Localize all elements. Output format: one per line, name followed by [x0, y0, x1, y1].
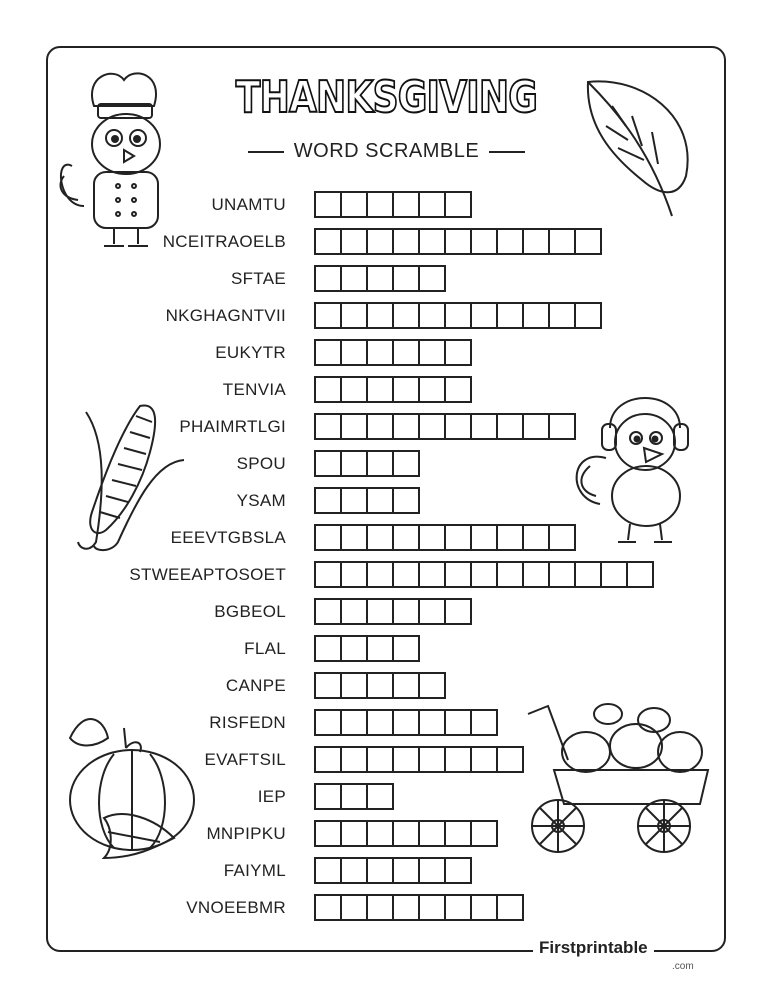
letter-box[interactable] — [342, 378, 368, 401]
scrambled-word: MNPIPKU — [206, 824, 286, 843]
letter-box[interactable] — [446, 822, 472, 845]
letter-box[interactable] — [420, 341, 446, 364]
letter-box[interactable] — [472, 748, 498, 771]
letter-box[interactable] — [316, 230, 342, 253]
letter-box[interactable] — [394, 378, 420, 401]
pumpkin-wagon-icon — [524, 700, 714, 860]
answer-boxes — [314, 302, 602, 329]
answer-boxes — [314, 450, 420, 477]
letter-box[interactable] — [368, 859, 394, 882]
letter-box[interactable] — [342, 563, 368, 586]
letter-box[interactable] — [394, 674, 420, 697]
letter-box[interactable] — [342, 600, 368, 623]
letter-box[interactable] — [342, 711, 368, 734]
letter-box[interactable] — [446, 711, 472, 734]
letter-box[interactable] — [342, 526, 368, 549]
letter-box[interactable] — [498, 415, 524, 438]
letter-box[interactable] — [394, 489, 418, 512]
letter-box[interactable] — [316, 452, 342, 475]
scramble-row — [0, 561, 773, 589]
scrambled-word: FLAL — [244, 639, 286, 658]
letter-box[interactable] — [394, 822, 420, 845]
answer-boxes — [314, 783, 394, 810]
scrambled-word: BGBEOL — [214, 602, 286, 621]
letter-box[interactable] — [316, 267, 342, 290]
divider — [489, 151, 525, 153]
scrambled-word: RISFEDN — [209, 713, 286, 732]
letter-box[interactable] — [446, 526, 472, 549]
answer-boxes — [314, 487, 420, 514]
answer-boxes — [314, 413, 576, 440]
letter-box[interactable] — [342, 896, 368, 919]
letter-box[interactable] — [420, 822, 446, 845]
letter-box[interactable] — [628, 563, 652, 586]
chef-turkey-icon — [54, 66, 194, 256]
corn-icon — [66, 402, 190, 554]
scrambled-word: FAIYML — [223, 861, 286, 880]
letter-box[interactable] — [342, 637, 368, 660]
letter-box[interactable] — [368, 526, 394, 549]
letter-box[interactable] — [316, 526, 342, 549]
letter-box[interactable] — [394, 748, 420, 771]
letter-box[interactable] — [524, 304, 550, 327]
letter-box[interactable] — [316, 415, 342, 438]
letter-box[interactable] — [394, 896, 420, 919]
letter-box[interactable] — [498, 230, 524, 253]
letter-box[interactable] — [420, 526, 446, 549]
scrambled-word: SPOU — [236, 454, 286, 473]
letter-box[interactable] — [420, 859, 446, 882]
letter-box[interactable] — [368, 748, 394, 771]
letter-box[interactable] — [316, 600, 342, 623]
letter-box[interactable] — [420, 600, 446, 623]
headphone-turkey-icon — [570, 388, 700, 548]
letter-box[interactable] — [342, 785, 368, 808]
letter-box[interactable] — [394, 415, 420, 438]
letter-box[interactable] — [472, 230, 498, 253]
scrambled-word: TENVIA — [222, 380, 286, 399]
letter-box[interactable] — [368, 600, 394, 623]
letter-box[interactable] — [316, 341, 342, 364]
answer-boxes — [314, 339, 472, 366]
letter-box[interactable] — [420, 378, 446, 401]
letter-box[interactable] — [394, 600, 420, 623]
letter-box[interactable] — [368, 822, 394, 845]
letter-box[interactable] — [420, 896, 446, 919]
letter-box[interactable] — [368, 563, 394, 586]
letter-box[interactable] — [394, 452, 418, 475]
answer-boxes — [314, 857, 472, 884]
letter-box[interactable] — [342, 341, 368, 364]
letter-box[interactable] — [446, 230, 472, 253]
letter-box[interactable] — [394, 230, 420, 253]
letter-box[interactable] — [342, 822, 368, 845]
letter-box[interactable] — [316, 674, 342, 697]
letter-box[interactable] — [368, 193, 394, 216]
letter-box[interactable] — [394, 267, 420, 290]
letter-box[interactable] — [394, 304, 420, 327]
page-title: THANKSGIVING — [235, 72, 538, 123]
letter-box[interactable] — [420, 415, 446, 438]
scrambled-word: PHAIMRTLGI — [179, 417, 286, 436]
letter-box[interactable] — [342, 674, 368, 697]
answer-boxes — [314, 228, 602, 255]
letter-box[interactable] — [394, 341, 420, 364]
letter-box[interactable] — [472, 304, 498, 327]
letter-box[interactable] — [420, 304, 446, 327]
scramble-row — [0, 339, 773, 367]
answer-boxes — [314, 894, 524, 921]
letter-box[interactable] — [446, 896, 472, 919]
letter-box[interactable] — [342, 748, 368, 771]
letter-box[interactable] — [368, 415, 394, 438]
letter-box[interactable] — [394, 193, 420, 216]
letter-box[interactable] — [550, 563, 576, 586]
scramble-row — [0, 265, 773, 293]
letter-box[interactable] — [446, 304, 472, 327]
letter-box[interactable] — [368, 489, 394, 512]
letter-box[interactable] — [394, 526, 420, 549]
letter-box[interactable] — [498, 563, 524, 586]
letter-box[interactable] — [368, 378, 394, 401]
letter-box[interactable] — [602, 563, 628, 586]
letter-box[interactable] — [394, 859, 420, 882]
letter-box[interactable] — [420, 563, 446, 586]
answer-boxes — [314, 598, 472, 625]
letter-box[interactable] — [316, 563, 342, 586]
letter-box[interactable] — [472, 415, 498, 438]
answer-boxes — [314, 672, 446, 699]
letter-box[interactable] — [524, 415, 550, 438]
letter-box[interactable] — [368, 896, 394, 919]
divider — [248, 151, 284, 153]
answer-boxes — [314, 746, 524, 773]
letter-box[interactable] — [368, 452, 394, 475]
answer-boxes — [314, 561, 654, 588]
letter-box[interactable] — [316, 489, 342, 512]
letter-box[interactable] — [472, 896, 498, 919]
letter-box[interactable] — [472, 711, 496, 734]
letter-box[interactable] — [316, 859, 342, 882]
letter-box[interactable] — [550, 230, 576, 253]
letter-box[interactable] — [446, 563, 472, 586]
letter-box[interactable] — [446, 600, 470, 623]
letter-box[interactable] — [342, 415, 368, 438]
letter-box[interactable] — [446, 859, 470, 882]
letter-box[interactable] — [472, 563, 498, 586]
letter-box[interactable] — [524, 526, 550, 549]
letter-box[interactable] — [368, 674, 394, 697]
letter-box[interactable] — [524, 230, 550, 253]
scramble-row — [0, 598, 773, 626]
letter-box[interactable] — [394, 711, 420, 734]
letter-box[interactable] — [316, 785, 342, 808]
letter-box[interactable] — [420, 267, 444, 290]
letter-box[interactable] — [342, 193, 368, 216]
answer-boxes — [314, 191, 472, 218]
letter-box[interactable] — [576, 304, 600, 327]
letter-box[interactable] — [342, 304, 368, 327]
letter-box[interactable] — [316, 711, 342, 734]
letter-box[interactable] — [472, 822, 496, 845]
letter-box[interactable] — [394, 563, 420, 586]
letter-box[interactable] — [368, 711, 394, 734]
letter-box[interactable] — [368, 267, 394, 290]
scrambled-word: NCEITRAOELB — [162, 232, 286, 251]
letter-box[interactable] — [316, 378, 342, 401]
letter-box[interactable] — [342, 230, 368, 253]
letter-box[interactable] — [368, 304, 394, 327]
letter-box[interactable] — [420, 230, 446, 253]
letter-box[interactable] — [498, 304, 524, 327]
scramble-row — [0, 302, 773, 330]
letter-box[interactable] — [576, 230, 600, 253]
letter-box[interactable] — [368, 341, 394, 364]
letter-box[interactable] — [316, 896, 342, 919]
letter-box[interactable] — [368, 637, 394, 660]
letter-box[interactable] — [576, 563, 602, 586]
brand-domain: .com — [672, 961, 694, 972]
letter-box[interactable] — [368, 785, 392, 808]
scrambled-word: EEEVTGBSLA — [170, 528, 286, 547]
scrambled-word: IEP — [257, 787, 286, 806]
letter-box[interactable] — [446, 748, 472, 771]
letter-box[interactable] — [446, 193, 470, 216]
letter-box[interactable] — [316, 822, 342, 845]
scrambled-word: YSAM — [236, 491, 286, 510]
letter-box[interactable] — [420, 748, 446, 771]
answer-boxes — [314, 820, 498, 847]
scrambled-word: NKGHAGNTVII — [165, 306, 286, 325]
scramble-row — [0, 635, 773, 663]
letter-box[interactable] — [368, 230, 394, 253]
letter-box[interactable] — [342, 452, 368, 475]
answer-boxes — [314, 709, 498, 736]
scrambled-word: EVAFTSIL — [204, 750, 286, 769]
letter-box[interactable] — [498, 896, 522, 919]
scrambled-word: STWEEAPTOSOET — [129, 565, 286, 584]
answer-boxes — [314, 524, 576, 551]
letter-box[interactable] — [472, 526, 498, 549]
scrambled-word: EUKYTR — [215, 343, 286, 362]
letter-box[interactable] — [316, 193, 342, 216]
letter-box[interactable] — [342, 859, 368, 882]
scrambled-word: SFTAE — [230, 269, 286, 288]
page-subtitle: WORD SCRAMBLE — [293, 140, 480, 162]
answer-boxes — [314, 635, 420, 662]
letter-box[interactable] — [316, 304, 342, 327]
scrambled-word: CANPE — [225, 676, 286, 695]
scramble-row — [0, 894, 773, 922]
leaf-icon — [582, 76, 702, 221]
scrambled-word: UNAMTU — [211, 195, 286, 214]
letter-box[interactable] — [550, 304, 576, 327]
letter-box[interactable] — [316, 748, 342, 771]
letter-box[interactable] — [420, 193, 446, 216]
letter-box[interactable] — [394, 637, 418, 660]
letter-box[interactable] — [446, 341, 470, 364]
letter-box[interactable] — [342, 267, 368, 290]
pumpkin-icon — [64, 708, 200, 868]
letter-box[interactable] — [342, 489, 368, 512]
scrambled-word: VNOEEBMR — [186, 898, 286, 917]
letter-box[interactable] — [498, 526, 524, 549]
brand-name: Firstprintable — [539, 938, 648, 957]
letter-box[interactable] — [420, 711, 446, 734]
letter-box[interactable] — [316, 637, 342, 660]
brand-logo — [533, 938, 654, 958]
letter-box[interactable] — [524, 563, 550, 586]
scramble-row — [0, 672, 773, 700]
answer-boxes — [314, 265, 446, 292]
letter-box[interactable] — [420, 674, 444, 697]
letter-box[interactable] — [446, 415, 472, 438]
answer-boxes — [314, 376, 472, 403]
letter-box[interactable] — [446, 378, 470, 401]
letter-box[interactable] — [498, 748, 522, 771]
